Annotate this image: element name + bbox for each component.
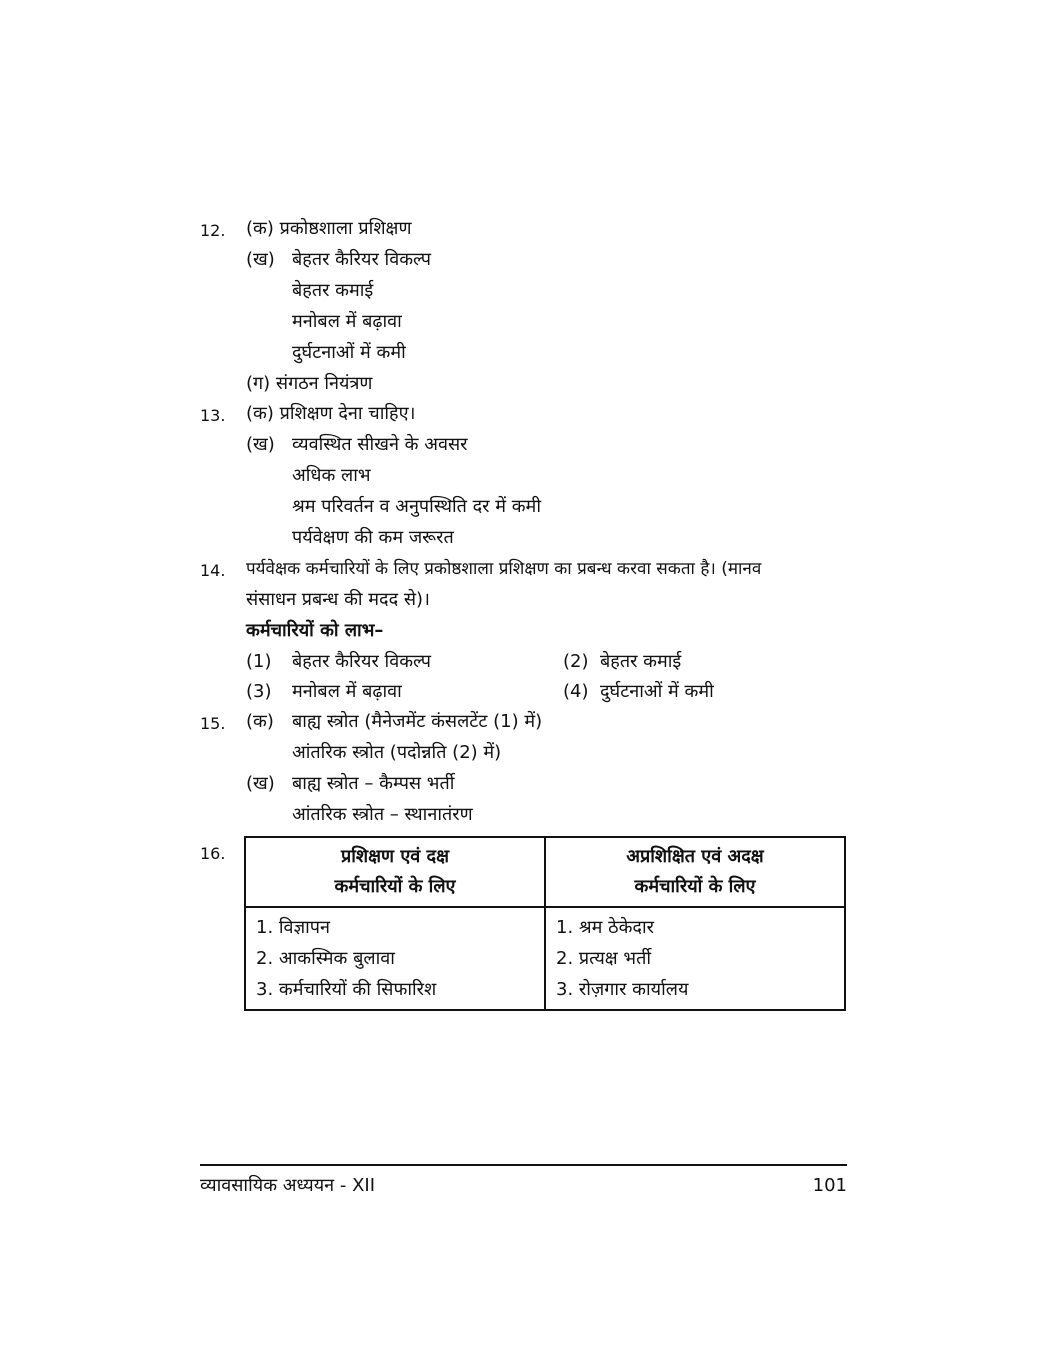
q13-b-item: पर्यवेक्षण की कम जरूरत	[292, 527, 454, 548]
q12-b-item: बेहतर कमाई	[292, 280, 374, 301]
q14-line-1: पर्यवेक्षक कर्मचारियों के लिए प्रकोष्ठशाला प्रशिक्षण का प्रबन्ध करवा सकता है। (मानव	[246, 559, 762, 579]
q12-answer-c: (ग) संगठन नियंत्रण	[246, 373, 373, 394]
q13-b-item: अधिक लाभ	[292, 465, 371, 486]
q12-b-item: मनोबल में बढ़ावा	[292, 311, 402, 332]
question-number-15: 15.	[200, 714, 226, 733]
q15-a-item: बाह्य स्त्रोत (मैनेजमेंट कंसलटेंट (1) में)	[292, 711, 543, 732]
list-item: 2. आकस्मिक बुलावा	[256, 948, 395, 969]
q14-benefit-label: (2)	[563, 651, 589, 672]
question-number-16: 16.	[200, 844, 226, 863]
list-item: 1. विज्ञापन	[256, 917, 330, 938]
header-line: कर्मचारियों के लिए	[334, 876, 456, 897]
table-cell-trained-sources	[245, 907, 545, 1010]
q13-label-b: (ख)	[246, 434, 275, 455]
list-item: 3. कर्मचारियों की सिफारिश	[256, 979, 437, 1000]
q12-b-item: बेहतर कैरियर विकल्प	[292, 249, 431, 270]
q14-benefit-label: (4)	[563, 681, 589, 702]
question-number-14: 14.	[200, 561, 226, 580]
header-line: अप्रशिक्षित एवं अदक्ष	[626, 846, 764, 867]
q13-b-item: व्यवस्थित सीखने के अवसर	[292, 434, 468, 455]
footer-book-title: व्यावसायिक अध्ययन - XII	[200, 1175, 376, 1196]
q15-label-b: (ख)	[246, 773, 275, 794]
table-header-untrained	[545, 837, 845, 907]
q15-label-a: (क)	[246, 711, 274, 732]
q13-b-item: श्रम परिवर्तन व अनुपस्थिति दर में कमी	[292, 496, 541, 517]
list-item: 2. प्रत्यक्ष भर्ती	[556, 948, 652, 969]
q14-benefit-label: (3)	[246, 681, 272, 702]
recruitment-sources-table	[244, 836, 846, 1011]
q14-benefits-heading: कर्मचारियों को लाभ–	[246, 620, 384, 641]
q12-label-b: (ख)	[246, 249, 275, 270]
table-header-trained	[245, 837, 545, 907]
question-number-13: 13.	[200, 406, 226, 425]
q12-b-item: दुर्घटनाओं में कमी	[292, 342, 406, 363]
header-line: कर्मचारियों के लिए	[634, 876, 756, 897]
q14-benefit-text: मनोबल में बढ़ावा	[292, 681, 402, 702]
q14-benefit-text: बेहतर कैरियर विकल्प	[292, 651, 431, 672]
footer-divider	[200, 1164, 847, 1166]
question-number-12: 12.	[200, 221, 226, 240]
q12-answer-a: (क) प्रकोष्ठशाला प्रशिक्षण	[246, 218, 412, 239]
table-cell-untrained-sources	[545, 907, 845, 1010]
page-number: 101	[812, 1175, 847, 1196]
q13-answer-a: (क) प्रशिक्षण देना चाहिए।	[246, 403, 416, 424]
list-item: 3. रोज़गार कार्यालय	[556, 979, 689, 1000]
q15-b-item: आंतरिक स्त्रोत – स्थानातंरण	[292, 804, 473, 825]
header-line: प्रशिक्षण एवं दक्ष	[340, 846, 450, 867]
q14-benefit-text: बेहतर कमाई	[600, 651, 682, 672]
q14-line-2: संसाधन प्रबन्ध की मदद से)।	[246, 589, 430, 610]
q14-benefit-text: दुर्घटनाओं में कमी	[600, 681, 714, 702]
q14-benefit-label: (1)	[246, 651, 272, 672]
list-item: 1. श्रम ठेकेदार	[556, 917, 654, 938]
q15-a-item: आंतरिक स्त्रोत (पदोन्नति (2) में)	[292, 742, 502, 763]
q15-b-item: बाह्य स्त्रोत – कैम्पस भर्ती	[292, 773, 455, 794]
